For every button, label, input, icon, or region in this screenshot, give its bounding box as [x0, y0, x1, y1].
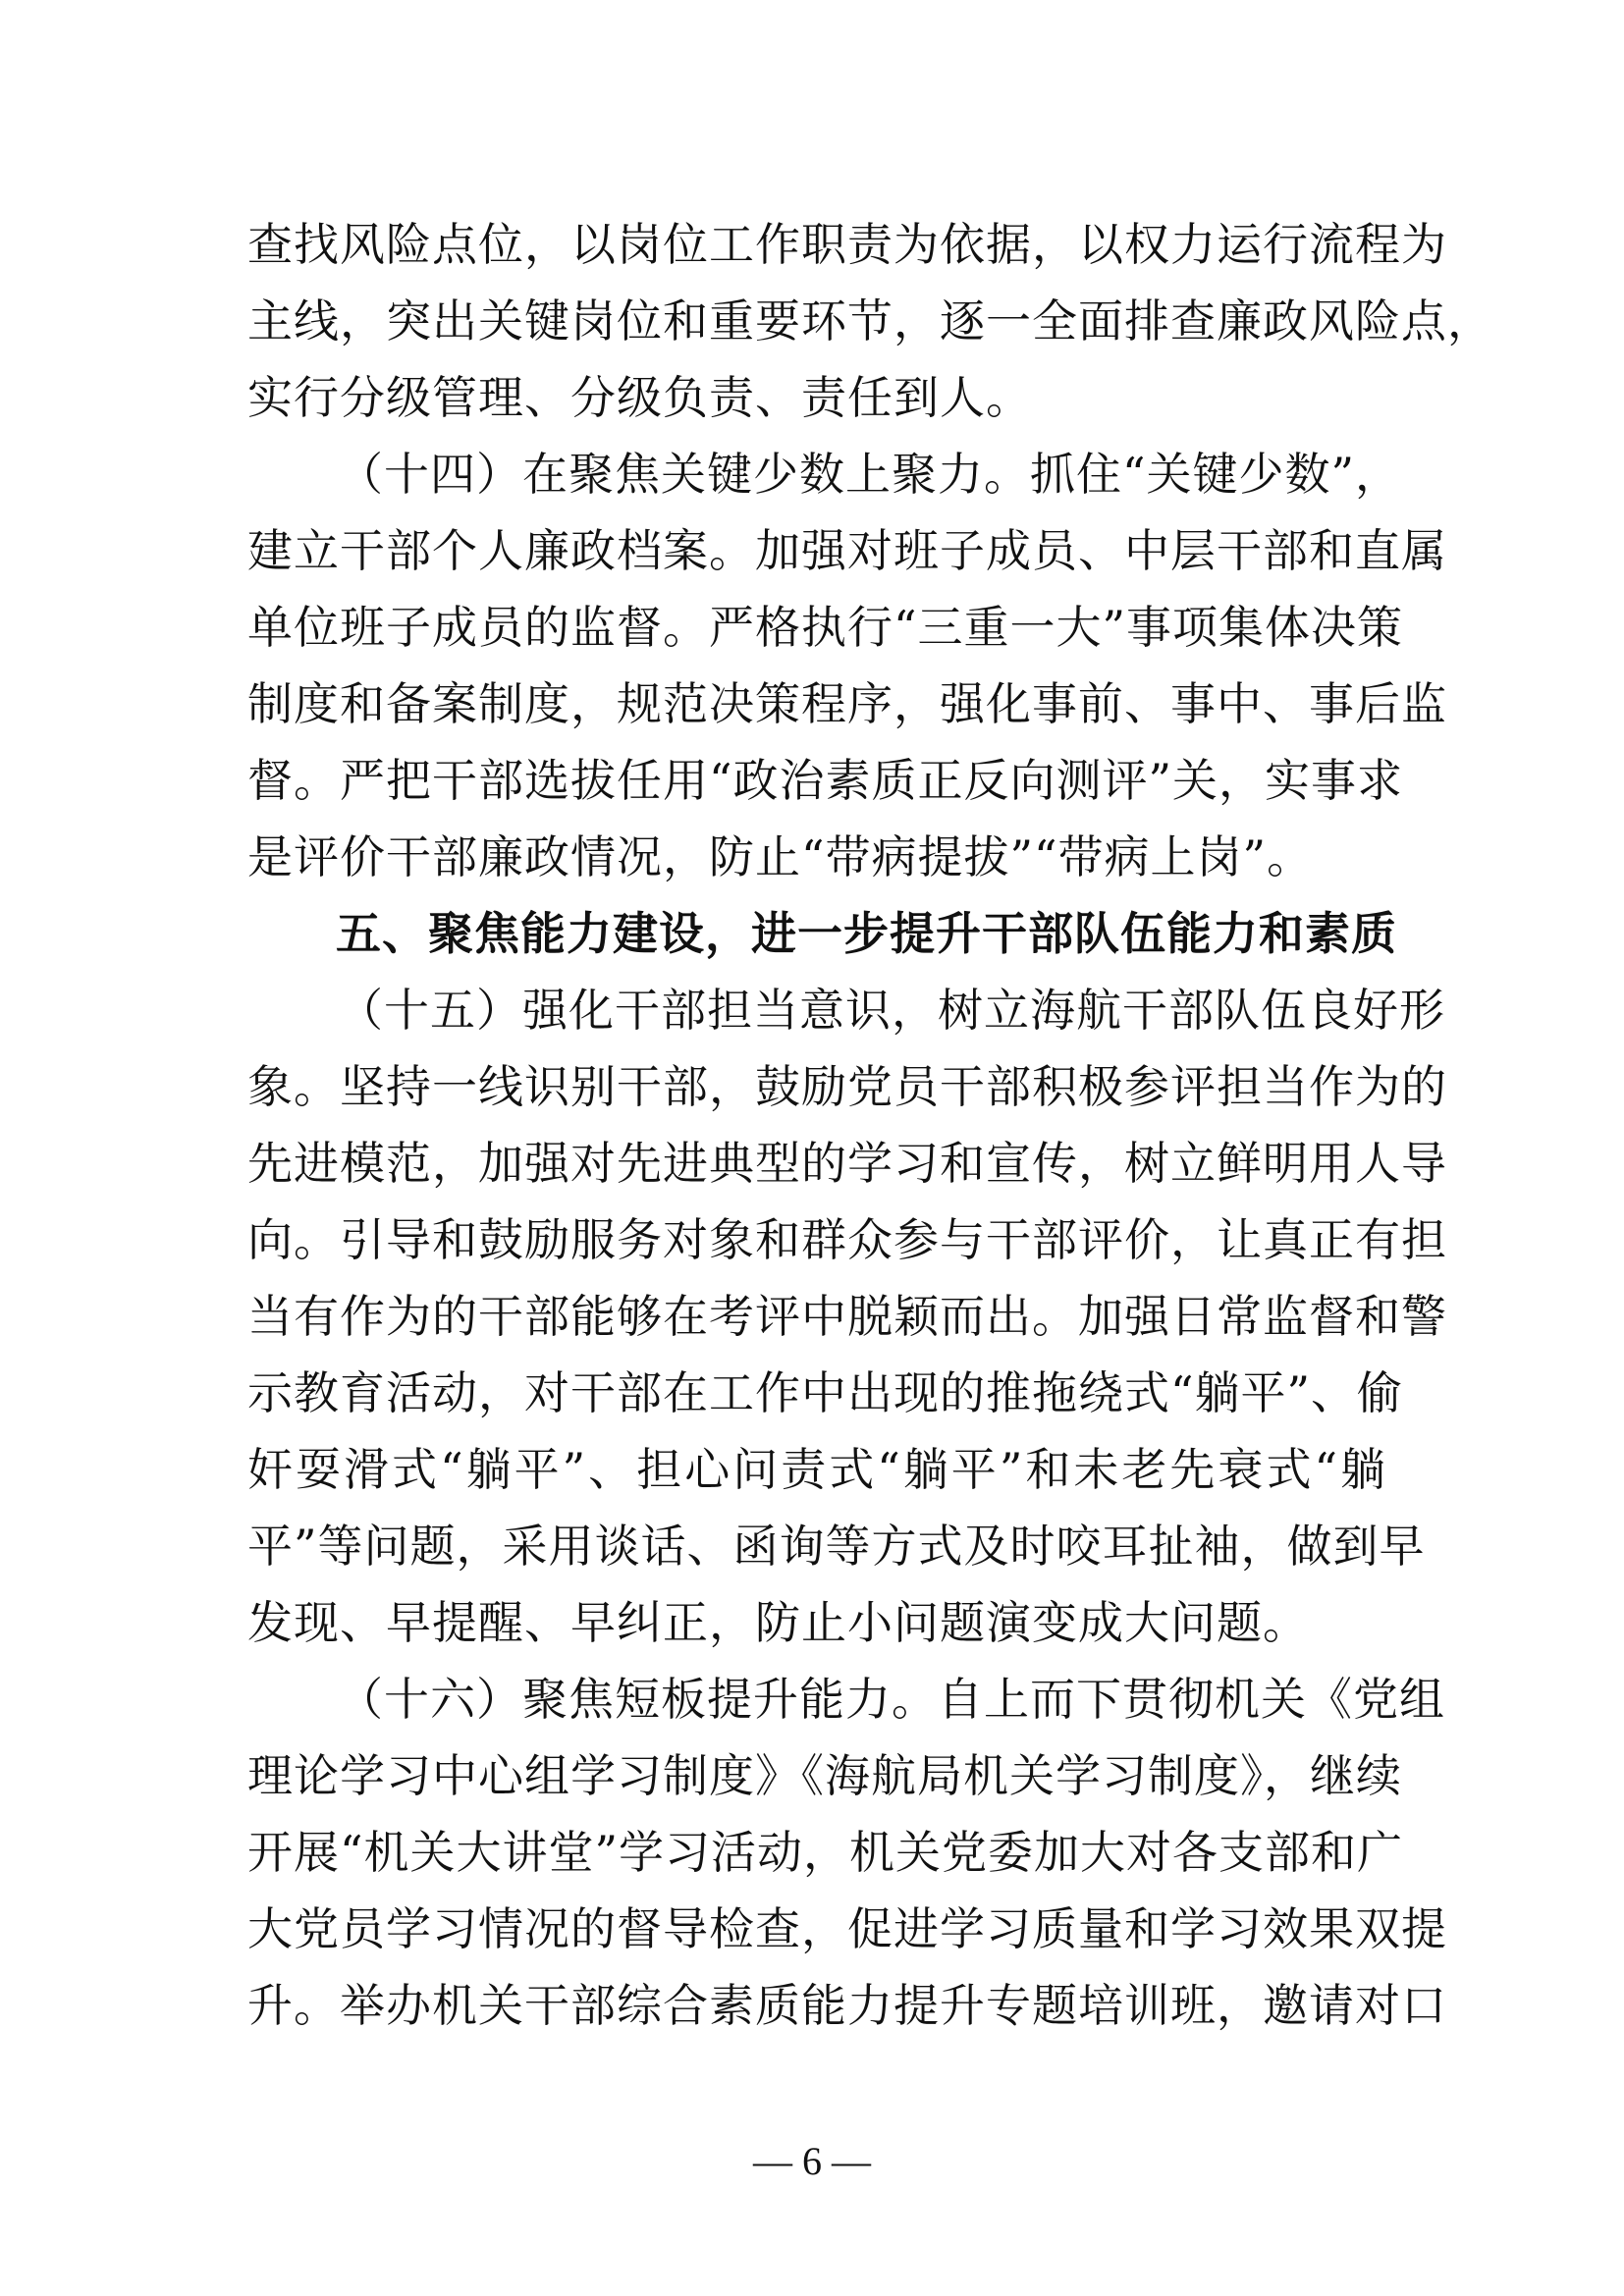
text-line: （十四）在聚焦关键少数上聚力。抓住“关键少数”，	[338, 448, 1402, 501]
text-line: 督。严把干部选拔任用“政治素质正反向测评”关，实事求	[247, 754, 1404, 807]
paragraph	[247, 972, 1447, 1661]
text-line: 查找风险点位，以岗位工作职责为依据，以权力运行流程为	[247, 218, 1447, 271]
text-line: 示教育活动，对干部在工作中出现的推拖绕式“躺平”、偷	[247, 1366, 1404, 1419]
text-line: 平”等问题，采用谈话、函询等方式及时咬耳扯袖，做到早	[247, 1520, 1426, 1573]
text-line: （十六）聚焦短板提升能力。自上而下贯彻机关《党组	[338, 1673, 1445, 1726]
document-body	[247, 206, 1493, 2044]
text-line: 大党员学习情况的督导检查，促进学习质量和学习效果双提	[247, 1902, 1447, 1955]
text-line: 建立干部个人廉政档案。加强对班子成员、中层干部和直属	[247, 524, 1447, 577]
text-line: 象。坚持一线识别干部，鼓励党员干部积极参评担当作为的	[247, 1060, 1447, 1113]
text-line: 奸耍滑式“躺平”、担心问责式“躺平”和未老先衰式“躺	[247, 1443, 1386, 1496]
text-line: 发现、早提醒、早纠正，防止小问题演变成大问题。	[247, 1596, 1309, 1649]
text-line: 当有作为的干部能够在考评中脱颖而出。加强日常监督和警	[247, 1290, 1447, 1343]
text-line: 制度和备案制度，规范决策程序，强化事前、事中、事后监	[247, 677, 1447, 730]
text-line: 先进模范，加强对先进典型的学习和宣传，树立鲜明用人导	[247, 1137, 1447, 1190]
text-line: 单位班子成员的监督。严格执行“三重一大”事项集体决策	[247, 601, 1404, 654]
text-line: 向。引导和鼓励服务对象和群众参与干部评价，让真正有担	[247, 1213, 1447, 1266]
section-heading: 五、聚焦能力建设，进一步提升干部队伍能力和素质	[336, 907, 1397, 960]
paragraph	[247, 206, 1493, 436]
text-line: 是评价干部廉政情况，防止“带病提拔”“带病上岗”。	[247, 830, 1314, 883]
text-line: 开展“机关大讲堂”学习活动，机关党委加大对各支部和广	[247, 1826, 1404, 1879]
page-number: — 6 —	[753, 2139, 871, 2183]
text-line: 升。举办机关干部综合素质能力提升专题培训班，邀请对口	[247, 1979, 1447, 2032]
text-line: 主线，突出关键岗位和重要环节，逐一全面排查廉政风险点，	[247, 294, 1493, 347]
text-line: （十五）强化干部担当意识，树立海航干部队伍良好形	[338, 984, 1445, 1037]
paragraph	[247, 436, 1447, 895]
paragraph	[247, 1661, 1447, 2044]
text-line: 理论学习中心组学习制度》《海航局机关学习制度》，继续	[247, 1749, 1402, 1802]
text-line: 实行分级管理、分级负责、责任到人。	[247, 371, 1032, 424]
